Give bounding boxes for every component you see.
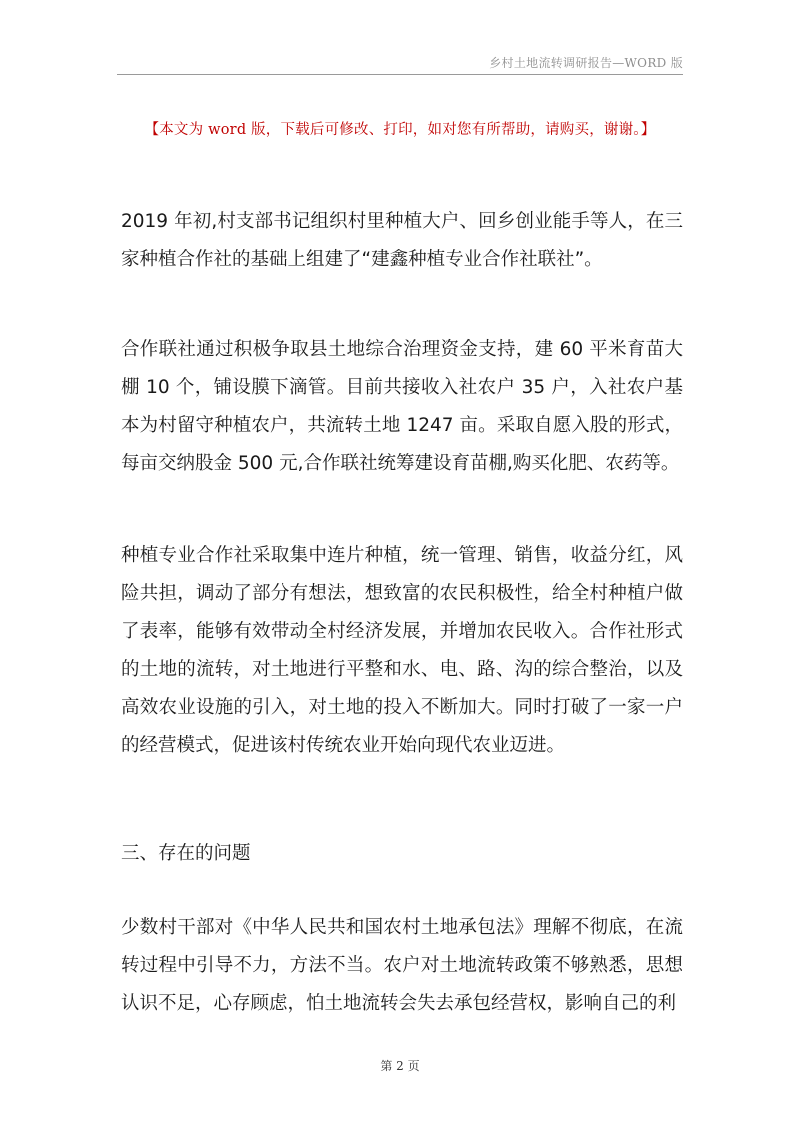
paragraph-2: 合作联社通过积极争取县土地综合治理资金支持，建 60 平米育苗大棚 10 个，铺设膜下滴管。目前共接收入社农户 35 户，入社农户基本为村留守种植农户，共流转土地 1247 亩。采取自愿入股的形式，每亩交纳股金 500 元,合作联社统筹建设育苗棚,购买化肥、农药等。 (121, 339, 683, 474)
paragraph-3: 种植专业合作社采取集中连片种植，统一管理、销售，收益分红，风险共担，调动了部分有想法，想致富的农民积极性，给全村种植户做了表率，能够有效带动全村经济发展，并增加农民收入。合作社形式的土地的流转，对土地进行平整和水、电、路、沟的综合整治，以及高效农业设施的引入，对土地的投入不断加大。同时打破了一家一户的经营模式，促进该村传统农业开始向现代农业迈进。 (121, 545, 683, 756)
paragraph-4: 少数村干部对《中华人民共和国农村土地承包法》理解不彻底，在流转过程中引导不力，方法不当。农户对土地流转政策不够熟悉，思想认识不足，心存顾虑，怕土地流转会失去承包经营权，影响自己的利 (121, 917, 683, 1014)
page-header (117, 46, 683, 75)
paragraph-1: 2019 年初,村支部书记组织村里种植大户、回乡创业能手等人，在三家种植合作社的基础上组建了“建鑫种植专业合作社联社”。 (121, 211, 683, 270)
section-heading: 三、存在的问题 (121, 843, 251, 864)
purchase-notice: 【本文为 word 版，下载后可修改、打印，如对您有所帮助，请购买，谢谢。】 (144, 122, 656, 138)
header-title: 乡村土地流转调研报告—WORD 版 (489, 56, 683, 70)
page-number: 第 2 页 (380, 1059, 420, 1073)
